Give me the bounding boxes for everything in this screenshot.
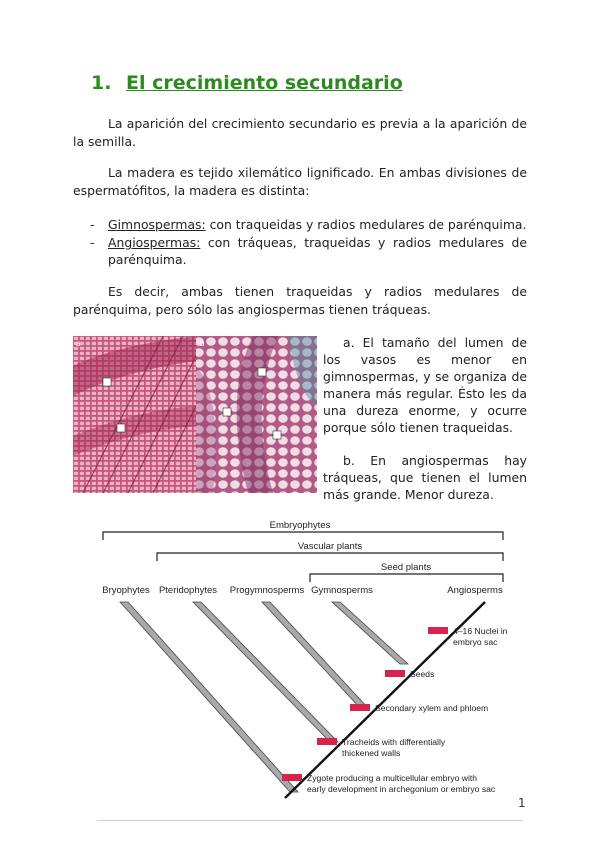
page-number: 1: [518, 796, 526, 810]
trait-bar-seeds: [385, 670, 405, 677]
trait-tracheids-line1: Tracheids with differentially: [342, 737, 446, 747]
bracket-seed: [310, 574, 503, 582]
micrograph-label-b: b: [200, 339, 205, 348]
bracket-label-seed: Seed plants: [380, 562, 432, 573]
trait-seeds: Seeds: [410, 669, 435, 679]
section-number: 1.: [91, 72, 112, 94]
division-list: [90, 216, 527, 269]
wood-micrograph: [73, 336, 317, 493]
trait-zygote-line2: early development in archegonium or embryo sac: [307, 784, 496, 794]
taxon-angiosperms: Angiosperms: [447, 585, 503, 596]
trait-bar-nuclei: [428, 627, 448, 634]
trait-bar-secondary-xylem: [350, 704, 370, 711]
taxon-pteridophytes: Pteridophytes: [158, 585, 218, 596]
micrograph-label-a: a: [76, 339, 81, 348]
trait-nuclei-line1: 4–16 Nuclei in: [453, 626, 508, 636]
paragraph-madera: La madera es tejido xilemático lignificado. En ambas divisiones de espermatófitos, la madera es distinta:: [73, 165, 527, 198]
phylogeny-diagram: [95, 512, 535, 802]
paragraph-intro: La aparición del crecimiento secundario es previa a la aparición de la semilla.: [73, 116, 527, 149]
trait-nuclei-line2: embryo sac: [453, 637, 498, 647]
taxon-gymnosperms: Gymnosperms: [311, 585, 373, 596]
note-a: a. El tamaño del lumen de los vasos es menor en gimnospermas, y se organiza de manera más regular. Ésto les da una dureza enorme, y ocurre porque sólo tienen traqueidas.: [323, 335, 527, 435]
bracket-label-embryophytes: Embryophytes: [269, 520, 331, 531]
bracket-vascular: [157, 553, 503, 561]
note-b: b. En angiospermas hay tráqueas, que tienen el lumen más grande. Menor dureza.: [323, 453, 527, 502]
trait-bar-zygote: [282, 774, 302, 781]
section-heading: [91, 72, 403, 94]
trait-bar-tracheids: [317, 738, 337, 745]
section-title: El crecimiento secundario: [126, 72, 403, 94]
branch-pteridophytes: [193, 602, 338, 742]
bracket-label-vascular: Vascular plants: [297, 541, 363, 552]
branch-gymnosperms: [332, 602, 408, 664]
list-item: - Gimnospermas: con traqueidas y radios medulares de parénquima.: [90, 217, 527, 232]
paragraph-conclusion: Es decir, ambas tienen traqueidas y radios medulares de parénquima, pero sólo las angiospermas tienen tráqueas.: [73, 284, 527, 317]
trait-secondary-xylem: Secondary xylem and phloem: [375, 703, 489, 713]
trait-tracheids-line2: thickened walls: [342, 748, 401, 758]
branch-bryophytes: [120, 602, 298, 792]
footer-divider: [97, 820, 523, 821]
list-term: Gimnospermas:: [108, 217, 206, 232]
taxon-bryophytes: Bryophytes: [102, 585, 150, 596]
taxon-progymnosperms: Progymnosperms: [229, 585, 305, 596]
list-item: - Angiospermas: con tráqueas, traqueidas y radios medulares de parénquima.: [90, 235, 527, 267]
trait-zygote-line1: Zygote producing a multicellular embryo with: [307, 773, 478, 783]
list-term: Angiospermas:: [108, 235, 201, 250]
bracket-embryophytes: [103, 532, 503, 540]
